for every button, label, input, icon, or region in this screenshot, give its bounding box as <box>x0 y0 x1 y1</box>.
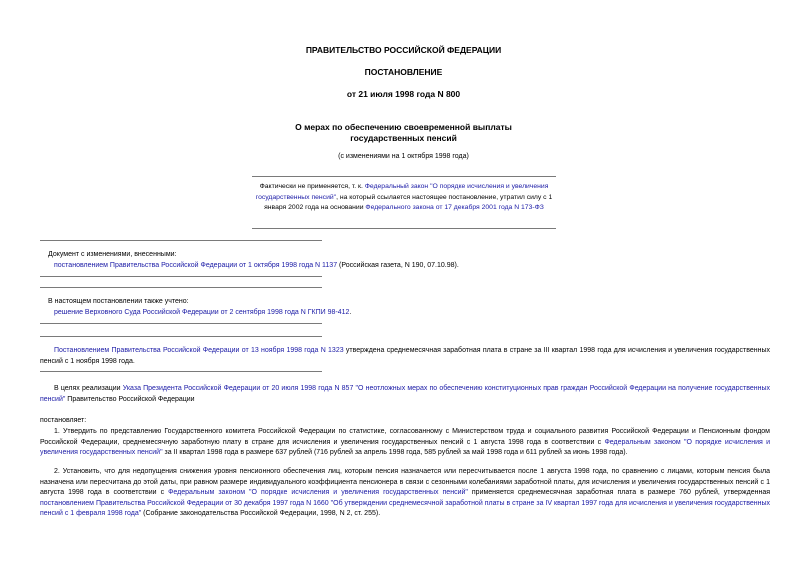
document-title <box>0 122 807 144</box>
divider <box>40 240 322 241</box>
wage-text: утверждена среднемесячная заработная плата в стране за III квартал 1998 года для исчисления и увеличения государственных пенсий с 1 ноября 1998 года. <box>40 347 770 365</box>
title-line-2: государственных пенсий <box>350 133 457 143</box>
wage-paragraph <box>40 346 770 367</box>
changes-line <box>40 261 770 272</box>
changes-block <box>40 250 770 271</box>
item-2-paragraph <box>40 467 770 520</box>
decree-1137-link[interactable]: постановлением Правительства Российской Федерации от 1 октября 1998 года N 1137 <box>54 261 338 269</box>
supreme-court-decision-link[interactable]: решение Верховного Суда Российской Федерации от 2 сентября 1998 года N ГКПИ 98-412 <box>54 308 350 316</box>
divider <box>40 323 322 324</box>
resolves-label: постановляет: <box>40 417 87 424</box>
item-2-text: 2. Установить, что для недопущения снижения уровня пенсионного обеспечения лиц, которым пенсия назначается или пересчитывается после 1 августа 1998 года, по сравнению с лицами, которым пенсия была назначена или пересчитана до этой даты, при равном размере индивидуального коэффициента пенсионера в связи с сезонными колебаниями заработной платы, для исчисления и увеличения государственных пенсий с 1 августа 1998 года в соответствии с <box>40 468 770 496</box>
considered-line <box>40 308 770 319</box>
preamble-text: Правительство Российской Федерации <box>65 395 195 403</box>
considered-intro: В настоящем постановлении также учтено: <box>48 298 189 305</box>
status-notice <box>252 182 556 214</box>
considered-tail: . <box>349 308 352 316</box>
item-2-text: применяется среднемесячная заработная плата в размере 760 рублей, утвержденная <box>467 489 771 496</box>
item-1-text: за II квартал 1998 года в размере 637 рублей (716 рублей за апрель 1998 года, 585 рублей за май 1998 года и 611 рублей за июнь 1998 года). <box>162 449 628 456</box>
amendments-note: (с изменениями на 1 октября 1998 года) <box>338 153 469 160</box>
item-1-paragraph <box>40 427 770 459</box>
federal-law-link[interactable]: Федеральным законом "О порядке исчисления и увеличения государственных пенсий" <box>168 489 468 496</box>
decree-1323-link[interactable]: Постановлением Правительства Российской Федерации от 13 ноября 1998 года N 1323 <box>54 347 344 354</box>
federal-law-link[interactable]: Федеральным законом "О порядке исчисления и увеличения государственных пенсий" <box>40 438 770 456</box>
federal-law-173-link[interactable]: Федерального закона от 17 декабря 2001 года N 173-ФЗ <box>365 204 544 211</box>
divider <box>252 176 556 177</box>
document-date-number: от 21 июля 1998 года N 800 <box>346 89 461 99</box>
title-line-1: О мерах по обеспечению своевременной выплаты <box>295 122 512 132</box>
divider <box>40 287 322 288</box>
preamble-paragraph <box>40 384 770 405</box>
divider <box>40 371 322 372</box>
notice-text: Фактически не применяется, т. к. <box>259 183 365 190</box>
document-type: ПОСТАНОВЛЕНИЕ <box>364 67 443 77</box>
federal-law-link[interactable]: Федеральный закон "О порядке исчисления и увеличения государственных пенсий" <box>255 183 549 201</box>
changes-intro: Документ с изменениями, внесенными: <box>48 251 177 258</box>
considered-block <box>40 297 770 318</box>
presidential-decree-857-link[interactable]: Указа Президента Российской Федерации от 20 июля 1998 года N 857 "О неотложных мерах по обеспечению конституционных прав граждан Российской Федерации на получение государственных пенсий" <box>40 385 770 403</box>
notice-text: , на который ссылается настоящее постановление, утратил силу с 1 января 2002 года на основании <box>264 193 553 211</box>
government-heading: ПРАВИТЕЛЬСТВО РОССИЙСКОЙ ФЕДЕРАЦИИ <box>305 45 502 55</box>
item-1-text: 1. Утвердить по представлению Государственного комитета Российской Федерации по статистике, согласованному с Министерством труда и социального развития Российской Федерации и Пенсионным фондом Российской Федерации, среднемесячную заработную плату в стране для исчисления и увеличения государственных пенсий с 1 августа 1998 года в соответствии с <box>40 428 770 446</box>
changes-tail: (Российская газета, N 190, 07.10.98). <box>337 261 459 269</box>
divider <box>40 336 322 337</box>
preamble-text: В целях реализации <box>54 385 123 392</box>
divider <box>40 276 322 277</box>
item-2-text: (Собрание законодательства Российской Федерации, 1998, N 2, ст. 255). <box>141 510 381 517</box>
decree-1660-link[interactable]: постановлением Правительства Российской Федерации от 30 декабря 1997 года N 1660 "Об утверждении среднемесячной заработной платы в стране за IV квартал 1997 года для исчисления и увеличения государственных пенсий с 1 февраля 1998 года" <box>40 499 770 517</box>
divider <box>252 228 556 229</box>
